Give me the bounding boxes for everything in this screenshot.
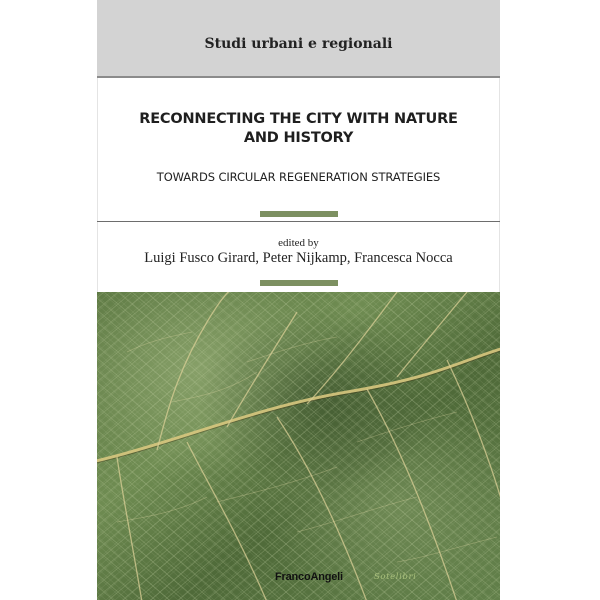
- publisher-logo: FrancoAngeli: [275, 571, 343, 583]
- book-cover: [97, 0, 500, 600]
- title-line-2: AND HISTORY: [243, 130, 354, 146]
- leaf-texture-image: [97, 292, 500, 600]
- book-subtitle: TOWARDS CIRCULAR REGENERATION STRATEGIES: [156, 170, 441, 184]
- imprint-logo: Sotelibri: [374, 572, 417, 582]
- series-band: [97, 0, 500, 78]
- accent-bar-top: [260, 211, 338, 217]
- divider-rule: [97, 221, 500, 222]
- edited-by-label: edited by: [278, 237, 319, 249]
- accent-bar-bottom: [260, 280, 338, 286]
- series-name: Studi urbani e regionali: [204, 36, 393, 52]
- title-line-1: RECONNECTING THE CITY WITH NATURE: [139, 111, 458, 127]
- editors-names: Luigi Fusco Girard, Peter Nijkamp, Francesca Nocca: [144, 250, 453, 266]
- book-title: [97, 110, 500, 148]
